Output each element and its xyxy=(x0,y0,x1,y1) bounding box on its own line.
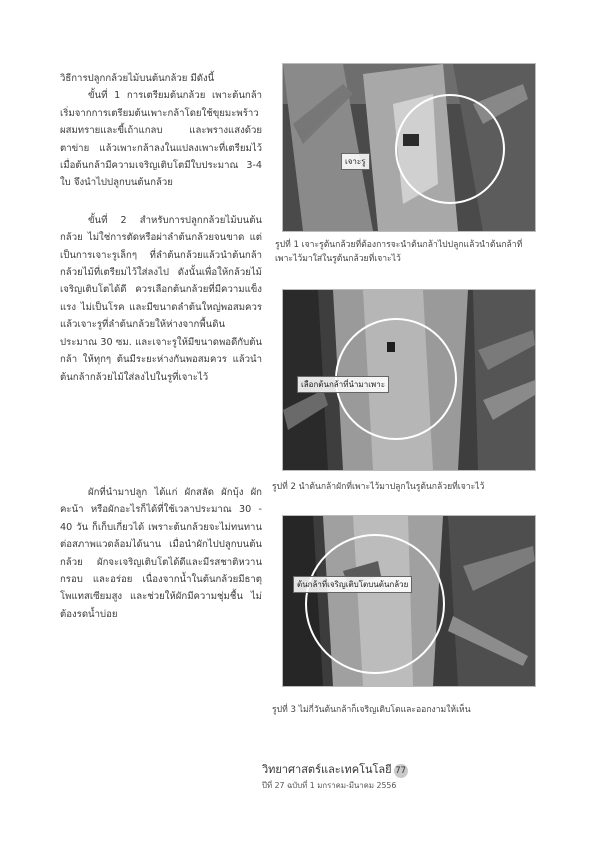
step2-paragraph: ขั้นที่ 2 สำหรับการปลูกกล้วยไม้บนต้นกล้วย ไม่ใช่การตัดหรือผ่าลำต้นกล้วยจนขาด แต่เป็นการเจาะรูเล็กๆ ที่ลำต้นกล้วยแล้วนำต้นกล้ากล้วยไม้ที่เตรียมไว้ใส่ลงไป ดังนั้นเพื่อให้กล้วยไม้เจริญเติบโตได้ดี ควรเลือกต้นกล้วยที่มีความแข็งแรง ไม่เป็นโรค และมีขนาดลำต้นใหญ่พอสมควร แล้วเจาะรูที่ลำต้นกล้วยให้ห่างจากพื้นดินประมาณ 30 ซม. และเจาะรูให้มีขนาดพอดีกับต้นกล้า ให้ทุกๆ ต้นมีระยะห่างกันพอสมควร แล้วนำต้นกล้ากล้วยไม้ใส่ลงไปในรูที่เจาะไว้ xyxy=(60,214,262,383)
figure-1-caption: รูปที่ 1 เจาะรูต้นกล้วยที่ต้องการจะนำต้นกล้าไปปลูกแล้วนำต้นกล้าที่เพาะไว้มาใส่ในรูต้นกล้วยที่เจาะไว้ xyxy=(275,240,523,264)
issue-info: ปีที่ 27 ฉบับที่ 1 มกราคม-มีนาคม 2556 xyxy=(262,781,397,790)
journal-title: วิทยาศาสตร์และเทคโนโลยี xyxy=(262,763,392,776)
figure-3-caption: รูปที่ 3 ไม่กี่วันต้นกล้าก็เจริญเติบโตและออกงามให้เห็น xyxy=(272,705,471,715)
figure-2-caption: รูปที่ 2 นำต้นกล้าผักที่เพาะไว้มาปลูกในรูต้นกล้วยที่เจาะไว้ xyxy=(272,482,485,492)
page-number: 77 xyxy=(395,766,407,776)
page-footer xyxy=(262,760,408,792)
intro-paragraph: วิธีการปลูกกล้วยไม้บนต้นกล้วย มีดังนี้ xyxy=(60,73,215,84)
step1-paragraph: ขั้นที่ 1 การเตรียมต้นกล้วย เพาะต้นกล้า เริ่มจากการเตรียมต้นเพาะกล้าโดยใช้ขุยมะพร้าวผสมทรายและขี้เถ้าแกลบ และพรางแสงด้วยตาข่าย แล้วเพาะกล้าลงในแปลงเพาะที่เตรียมไว้ เมื่อต้นกล้ามีความเจริญเติบโตมีใบประมาณ 3-4 ใบ จึงนำไปปลูกบนต้นกล้วย xyxy=(60,90,262,189)
figure-3-tag: ต้นกล้าที่เจริญเติบโตบนต้นกล้วย xyxy=(293,576,412,593)
figure-1-tag: เจาะรู xyxy=(341,153,370,170)
figure-2-tag: เลือกต้นกล้าที่นำมาเพาะ xyxy=(297,376,389,393)
figure-1-photo xyxy=(282,63,536,232)
vegetables-paragraph: ผักที่นำมาปลูก ได้แก่ ผักสลัด ผักบุ้ง ผักคะน้า หรือผักอะไรก็ได้ที่ใช้เวลาประมาณ 30 - 40 วัน ก็เก็บเกี่ยวได้ เพราะต้นกล้วยจะไม่ทนทานต่อสภาพแวดล้อมได้นาน เมื่อนำผักไปปลูกบนต้นกล้วย ผักจะเจริญเติบโตได้ดีและมีรสชาติหวาน กรอบ และอร่อย เนื่องจากน้ำในต้นกล้วยมีธาตุโพแทสเซียมสูง และช่วยให้ผักมีความชุ่มชื้น ไม่ต้องรดน้ำบ่อย xyxy=(60,486,262,620)
figure-3-photo xyxy=(282,515,536,687)
article-body-column xyxy=(60,70,262,623)
figure-2-photo xyxy=(282,289,536,471)
